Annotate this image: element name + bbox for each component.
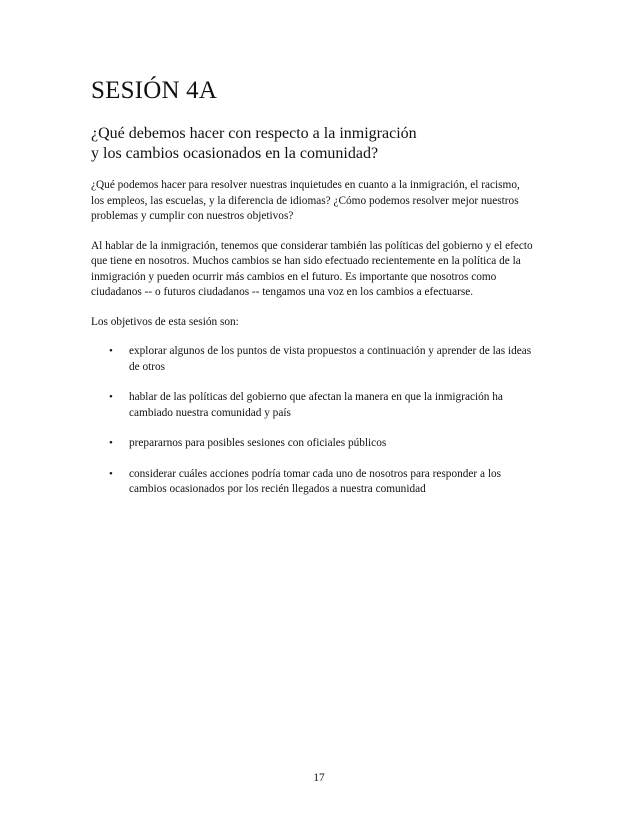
list-item-line: prepararnos para posibles sesiones con oficiales públicos <box>129 437 387 449</box>
list-item-line: hablar de las políticas del gobierno que afectan la manera en que la inmigración ha <box>129 391 503 403</box>
paragraph-line: Al hablar de la inmigración, tenemos que considerar también las políticas del gobierno y el efecto <box>91 239 533 252</box>
bullet-icon: • <box>109 467 113 480</box>
paragraph-line: que tiene en nosotros. Muchos cambios se han sido efectuado recientemente en la política de la <box>91 255 521 267</box>
list-item-line: explorar algunos de los puntos de vista propuestos a continuación y aprender de las ideas <box>129 345 532 357</box>
list-item <box>91 436 553 452</box>
bullet-icon: • <box>109 391 113 403</box>
section-subtitle <box>91 124 553 164</box>
paragraph-line: inmigración y pueden ocurrir más cambios en el futuro. Es importante que nosotros como <box>91 270 497 283</box>
bullet-icon: • <box>109 437 113 449</box>
paragraph-line: ¿Qué podemos hacer para resolver nuestras inquietudes en cuanto a la inmigración, el racismo, <box>91 179 520 191</box>
list-item <box>91 344 553 375</box>
subtitle-line-1: ¿Qué debemos hacer con respecto a la inmigración <box>91 125 417 142</box>
page-number: 17 <box>313 772 325 784</box>
objectives-intro: Los objetivos de esta sesión son: <box>91 315 239 328</box>
list-item <box>91 390 553 421</box>
list-item-line: cambios ocasionados por los recién llegados a nuestra comunidad <box>129 483 426 495</box>
bullet-icon: • <box>109 345 113 357</box>
paragraph-line: problemas y cumplir con nuestros objetivos? <box>91 210 294 222</box>
subtitle-line-2: y los cambios ocasionados en la comunidad? <box>91 145 379 162</box>
paragraph-line: ciudadanos -- o futuros ciudadanos -- tengamos una voz en los cambios a efectuarse. <box>91 286 474 298</box>
list-item-line: cambiado nuestra comunidad y país <box>129 406 291 419</box>
page-title: SESIÓN 4A <box>91 77 218 104</box>
list-item-line: de otros <box>129 360 166 373</box>
list-item-line: considerar cuáles acciones podría tomar cada uno de nosotros para responder a los <box>129 467 502 480</box>
objectives-list <box>91 344 553 498</box>
policy-paragraph <box>91 239 553 301</box>
document-page <box>91 76 553 513</box>
list-item <box>91 467 553 498</box>
intro-paragraph <box>91 178 553 225</box>
paragraph-line: los empleos, las escuelas, y la diferencia de idiomas? ¿Cómo podemos resolver mejor nuestros <box>91 194 519 207</box>
